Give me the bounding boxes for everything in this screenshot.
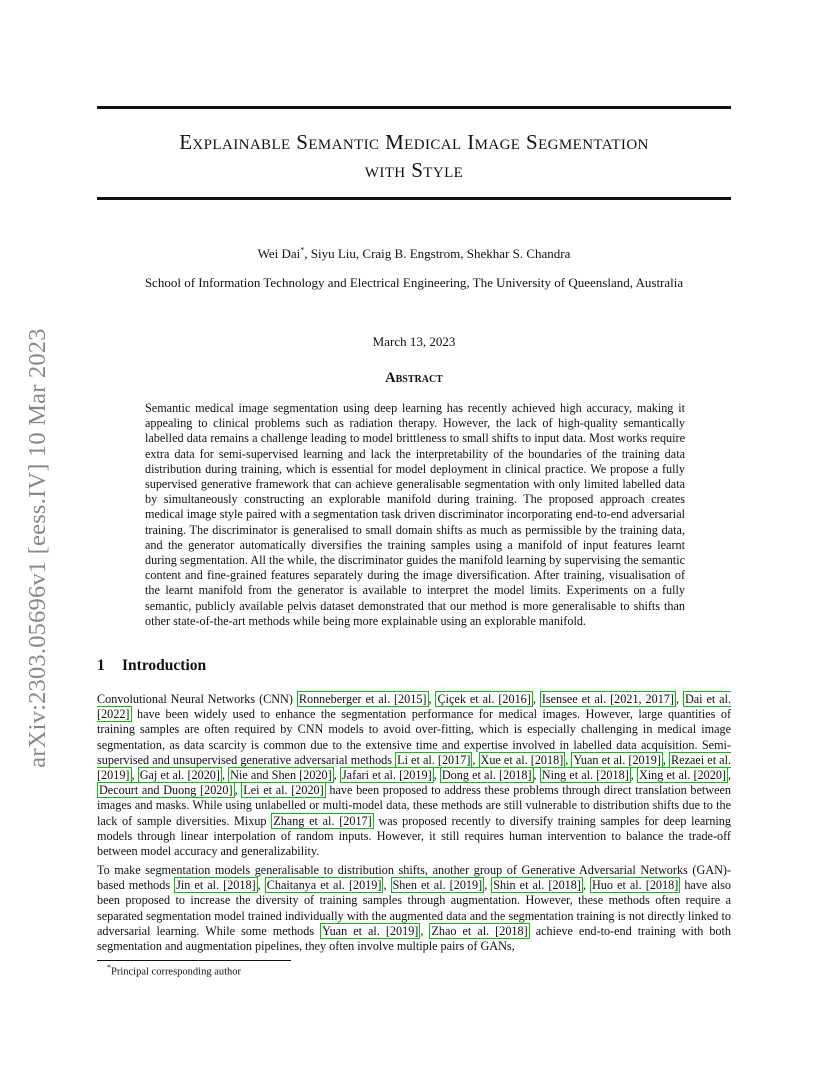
citation-link[interactable]: Yuan et al. [2019] xyxy=(573,752,661,767)
paragraph-text: , xyxy=(131,768,138,783)
affiliation: School of Information Technology and Electrical Engineering, The University of Queensland, Australia xyxy=(144,275,684,290)
paragraph-text: , xyxy=(221,768,229,783)
paragraph-text: , xyxy=(582,878,590,893)
paragraph-text: , xyxy=(428,692,436,706)
author-list xyxy=(97,246,731,262)
citation-link[interactable]: Jin et al. [2018] xyxy=(176,878,256,893)
intro-paragraph-1 xyxy=(97,692,731,859)
title-rule-bottom xyxy=(97,197,731,200)
citation-link[interactable]: Isensee et al. [2021, 2017] xyxy=(541,692,674,706)
paragraph-text: To make segmentation models generalisable to distribution shifts, another group of Generative Adversarial Networks (GAN)-based methods xyxy=(97,863,731,893)
paragraph-text: have been widely used to enhance the segmentation performance for medical images. However, large quantities of training samples are often required by CNN models to avoid over-fitting, which is especially challenging in medical image segmentation, as data scarcity is common due to the extensive time and expertise involved in labelled data acquisition. Semi-supervised and unsupervised generative adversarial methods xyxy=(97,707,731,767)
citation-link[interactable]: Gaj et al. [2020] xyxy=(139,768,220,783)
paragraph-text: , xyxy=(234,783,242,798)
paragraph-text: , xyxy=(662,752,670,767)
title-rule-top xyxy=(97,106,731,109)
footnote xyxy=(107,963,241,978)
citation-link[interactable]: Dong et al. [2018] xyxy=(441,768,532,783)
paragraph-text: , xyxy=(532,692,540,706)
footnote-rule xyxy=(97,960,291,961)
paragraph-text: achieve end-to-end training with both segmentation and augmentation pipelines, they often involve multiple pairs of GANs, xyxy=(97,923,732,954)
paragraph-text: , xyxy=(484,878,492,893)
section-number: 1 xyxy=(97,657,105,674)
citation-link[interactable]: Xing et al. [2020] xyxy=(638,768,726,783)
paper-title-line-2: with Style xyxy=(364,158,464,182)
paragraph-text: Convolutional Neural Networks (CNN) xyxy=(97,692,297,706)
paragraph-text: , xyxy=(333,768,340,783)
citation-link[interactable]: Rezaei et al. [2019] xyxy=(97,752,732,783)
paragraph-text: , xyxy=(675,692,683,706)
footnote-mark: * xyxy=(107,963,111,972)
paragraph-text: was proposed recently to diversify training samples for deep learning models through linear interpolation of random inputs. However, it still requires human intervention to balance the trade-off between model accuracy and generalizability. xyxy=(97,813,731,859)
footnote-text: Principal corresponding author xyxy=(111,966,242,978)
paragraph-text: have been proposed to address these problems through direct translation between images and masks. While using unlabelled or multi-model data, these methods are still vulnerable to distribution shifts due to the lack of sample diversities. Mixup xyxy=(97,783,732,828)
section-title: Introduction xyxy=(122,657,207,674)
paragraph-text: , xyxy=(472,752,479,767)
citation-link[interactable]: Xue et al. [2018] xyxy=(480,752,564,767)
citation-link[interactable]: Shin et al. [2018] xyxy=(493,878,581,893)
paragraph-text: , xyxy=(433,768,440,783)
paragraph-text: , xyxy=(383,878,391,893)
citation-link[interactable]: Çiçek et al. [2016] xyxy=(437,692,531,706)
citation-link[interactable]: Decourt and Duong [2020] xyxy=(99,783,233,798)
intro-paragraph-2 xyxy=(97,863,731,954)
paper-title-line-1: Explainable Semantic Medical Image Segmentation xyxy=(179,130,649,154)
citation-link[interactable]: Lei et al. [2020] xyxy=(243,783,324,798)
citation-link[interactable]: Huo et al. [2018] xyxy=(592,878,679,893)
citation-link[interactable]: Zhang et al. [2017] xyxy=(273,813,372,828)
citation-link[interactable]: Dai et al. [2022] xyxy=(97,692,732,722)
paragraph-text: have also been proposed to increase the diversity of training samples through augmentation. However, these methods often require a separated segmentation model trained individually with the augmented data and the segmentation training is not directly linked to adversarial learning. While some methods xyxy=(97,878,731,938)
paragraph-text: , xyxy=(630,768,637,783)
paragraph-text: , xyxy=(727,768,732,783)
citation-link[interactable]: Li et al. [2017] xyxy=(397,752,471,767)
paragraph-text: , xyxy=(257,878,265,893)
abstract-text: Semantic medical image segmentation using deep learning has recently achieved high accuracy, making it appealing to clinical problems such as radiation therapy. However, the lack of high-quality semantically labelled data remains a challenge leading to model brittleness to small shifts to input data. Most works require extra data for semi-supervised learning and lack the interpretability of the boundaries of the training data distribution during training, which is essential for model deployment in clinical practice. We propose a fully supervised generative framework that can achieve generalisable segmentation with only limited labelled data by simultaneously constructing an explorable manifold during training. The proposed approach creates medical image style paired with a segmentation task driven discriminator incorporating end-to-end adversarial training. The discriminator is generalised to small domain shifts as much as permissible by the training data, and the generator automatically diversifies the training samples using a manifold of input features learnt during segmentation. All the while, the discriminator guides the manifold learning by supervising the semantic content and fine-grained features separately during the image diversification. After training, visualisation of the learnt manifold from the generator is available to interpret the model limits. Experiments on a fully semantic, publicly available pelvis dataset demonstrated that our method is more generalisable to shifts than other state-of-the-art methods while being more explainable using an explorable manifold. xyxy=(145,401,685,628)
citation-link[interactable]: Jafari et al. [2019] xyxy=(341,768,432,783)
citation-link[interactable]: Chaitanya et al. [2019] xyxy=(266,878,382,893)
citation-link[interactable]: Yuan et al. [2019] xyxy=(322,923,419,938)
abstract-heading: Abstract xyxy=(385,370,443,386)
paragraph-text: , xyxy=(565,752,572,767)
arxiv-identifier: arXiv:2303.05696v1 [eess.IV] 10 Mar 2023 xyxy=(24,328,51,768)
paragraph-text: , xyxy=(533,768,540,783)
citation-link[interactable]: Ronneberger et al. [2015] xyxy=(298,692,427,706)
citation-link[interactable]: Nie and Shen [2020] xyxy=(230,768,332,783)
arxiv-sidebar xyxy=(18,318,58,778)
section-heading-introduction xyxy=(97,657,206,675)
authors-text xyxy=(258,246,571,261)
date: March 13, 2023 xyxy=(372,334,456,349)
paragraph-text: , xyxy=(420,923,430,938)
paper-title xyxy=(97,128,731,184)
citation-link[interactable]: Shen et al. [2019] xyxy=(392,878,483,893)
first-author: Wei Dai xyxy=(257,246,301,262)
citation-link[interactable]: Ning et al. [2018] xyxy=(541,768,629,783)
citation-link[interactable]: Zhao et al. [2018] xyxy=(431,923,528,938)
author-footnote-mark: * xyxy=(300,246,305,255)
other-authors: , Siyu Liu, Craig B. Engstrom, Shekhar S. Chandra xyxy=(304,246,571,262)
